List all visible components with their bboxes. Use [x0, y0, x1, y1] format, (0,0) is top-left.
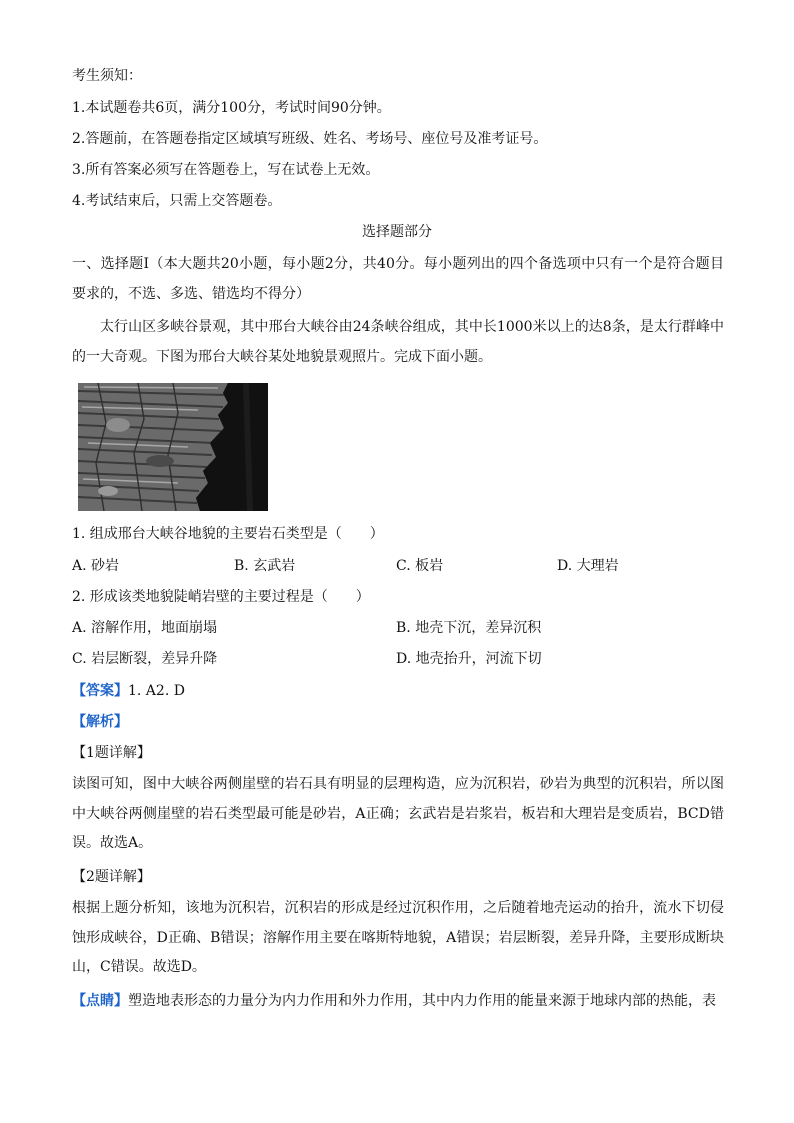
answer-line [72, 681, 185, 701]
dianjing-paragraph [72, 987, 724, 1017]
q2-option-a: A. 溶解作用，地面崩塌 [72, 620, 218, 636]
q2-option-c: C. 岩层断裂，差异升降 [72, 651, 218, 667]
notice-item-2: 2.答题前，在答题卷指定区域填写班级、姓名、考场号、座位号及准考证号。 [72, 131, 548, 147]
passage-text: 太行山区多峡谷景观，其中邢台大峡谷由24条峡谷组成，其中长1000米以上的达8条，是太行群峰中的一大奇观。下图为邢台大峡谷某处地貌景观照片。完成下面小题。 [72, 319, 724, 365]
section-title: 选择题部分 [362, 224, 432, 240]
dianjing-label: 【点睛】 [72, 993, 128, 1009]
q2-option-d: D. 地壳抬升，河流下切 [396, 651, 542, 667]
notice-item-1: 1.本试题卷共6页，满分100分，考试时间90分钟。 [72, 100, 391, 116]
detail2-label-line [72, 867, 151, 887]
q1-option-b: B. 玄武岩 [234, 558, 296, 574]
canyon-photo [78, 383, 268, 511]
detail2-text: 根据上题分析知，该地为沉积岩，沉积岩的形成是经过沉积作用，之后随着地壳运动的抬升，流水下切侵蚀形成峡谷，D正确、B错误；溶解作用主要在喀斯特地貌，A错误；岩层断裂，差异升降，主要形成断块山，C错误。故选D。 [72, 900, 724, 975]
notice-item-4: 4.考试结束后，只需上交答题卷。 [72, 193, 282, 209]
q2-option-b: B. 地壳下沉，差异沉积 [396, 620, 542, 636]
analysis-label-line [72, 712, 128, 732]
detail1-label: 【1题详解】 [72, 745, 151, 761]
answer-label: 【答案】 [72, 683, 128, 699]
answer-text: 1. A2. D [128, 683, 185, 699]
notice-title: 考生须知： [72, 68, 142, 84]
part-intro: 一、选择题Ⅰ（本大题共20小题，每小题2分，共40分。每小题列出的四个备选项中只有一个是符合题目要求的，不选、多选、错选均不得分） [72, 256, 724, 302]
detail1-label-line [72, 743, 151, 763]
notice-item-3: 3.所有答案必须写在答题卷上，写在试卷上无效。 [72, 162, 380, 178]
q1-option-d: D. 大理岩 [557, 558, 619, 574]
q1-option-a: A. 砂岩 [72, 558, 120, 574]
detail2-label: 【2题详解】 [72, 869, 151, 885]
dianjing-text: 塑造地表形态的力量分为内力作用和外力作用，其中内力作用的能量来源于地球内部的热能，表 [128, 993, 716, 1009]
detail1-text: 读图可知，图中大峡谷两侧崖壁的岩石具有明显的层理构造，应为沉积岩，砂岩为典型的沉积岩，所以图中大峡谷两侧崖壁的岩石类型最可能是砂岩，A正确；玄武岩是岩浆岩，板岩和大理岩是变质岩，BCD错误。故选A。 [72, 776, 724, 851]
canyon-photo-image [78, 383, 268, 511]
q2-stem: 2. 形成该类地貌陡峭岩壁的主要过程是（ ） [72, 589, 370, 605]
q1-stem: 1. 组成邢台大峡谷地貌的主要岩石类型是（ ） [72, 526, 384, 542]
analysis-label: 【解析】 [72, 714, 128, 730]
q1-option-c: C. 板岩 [396, 558, 444, 574]
